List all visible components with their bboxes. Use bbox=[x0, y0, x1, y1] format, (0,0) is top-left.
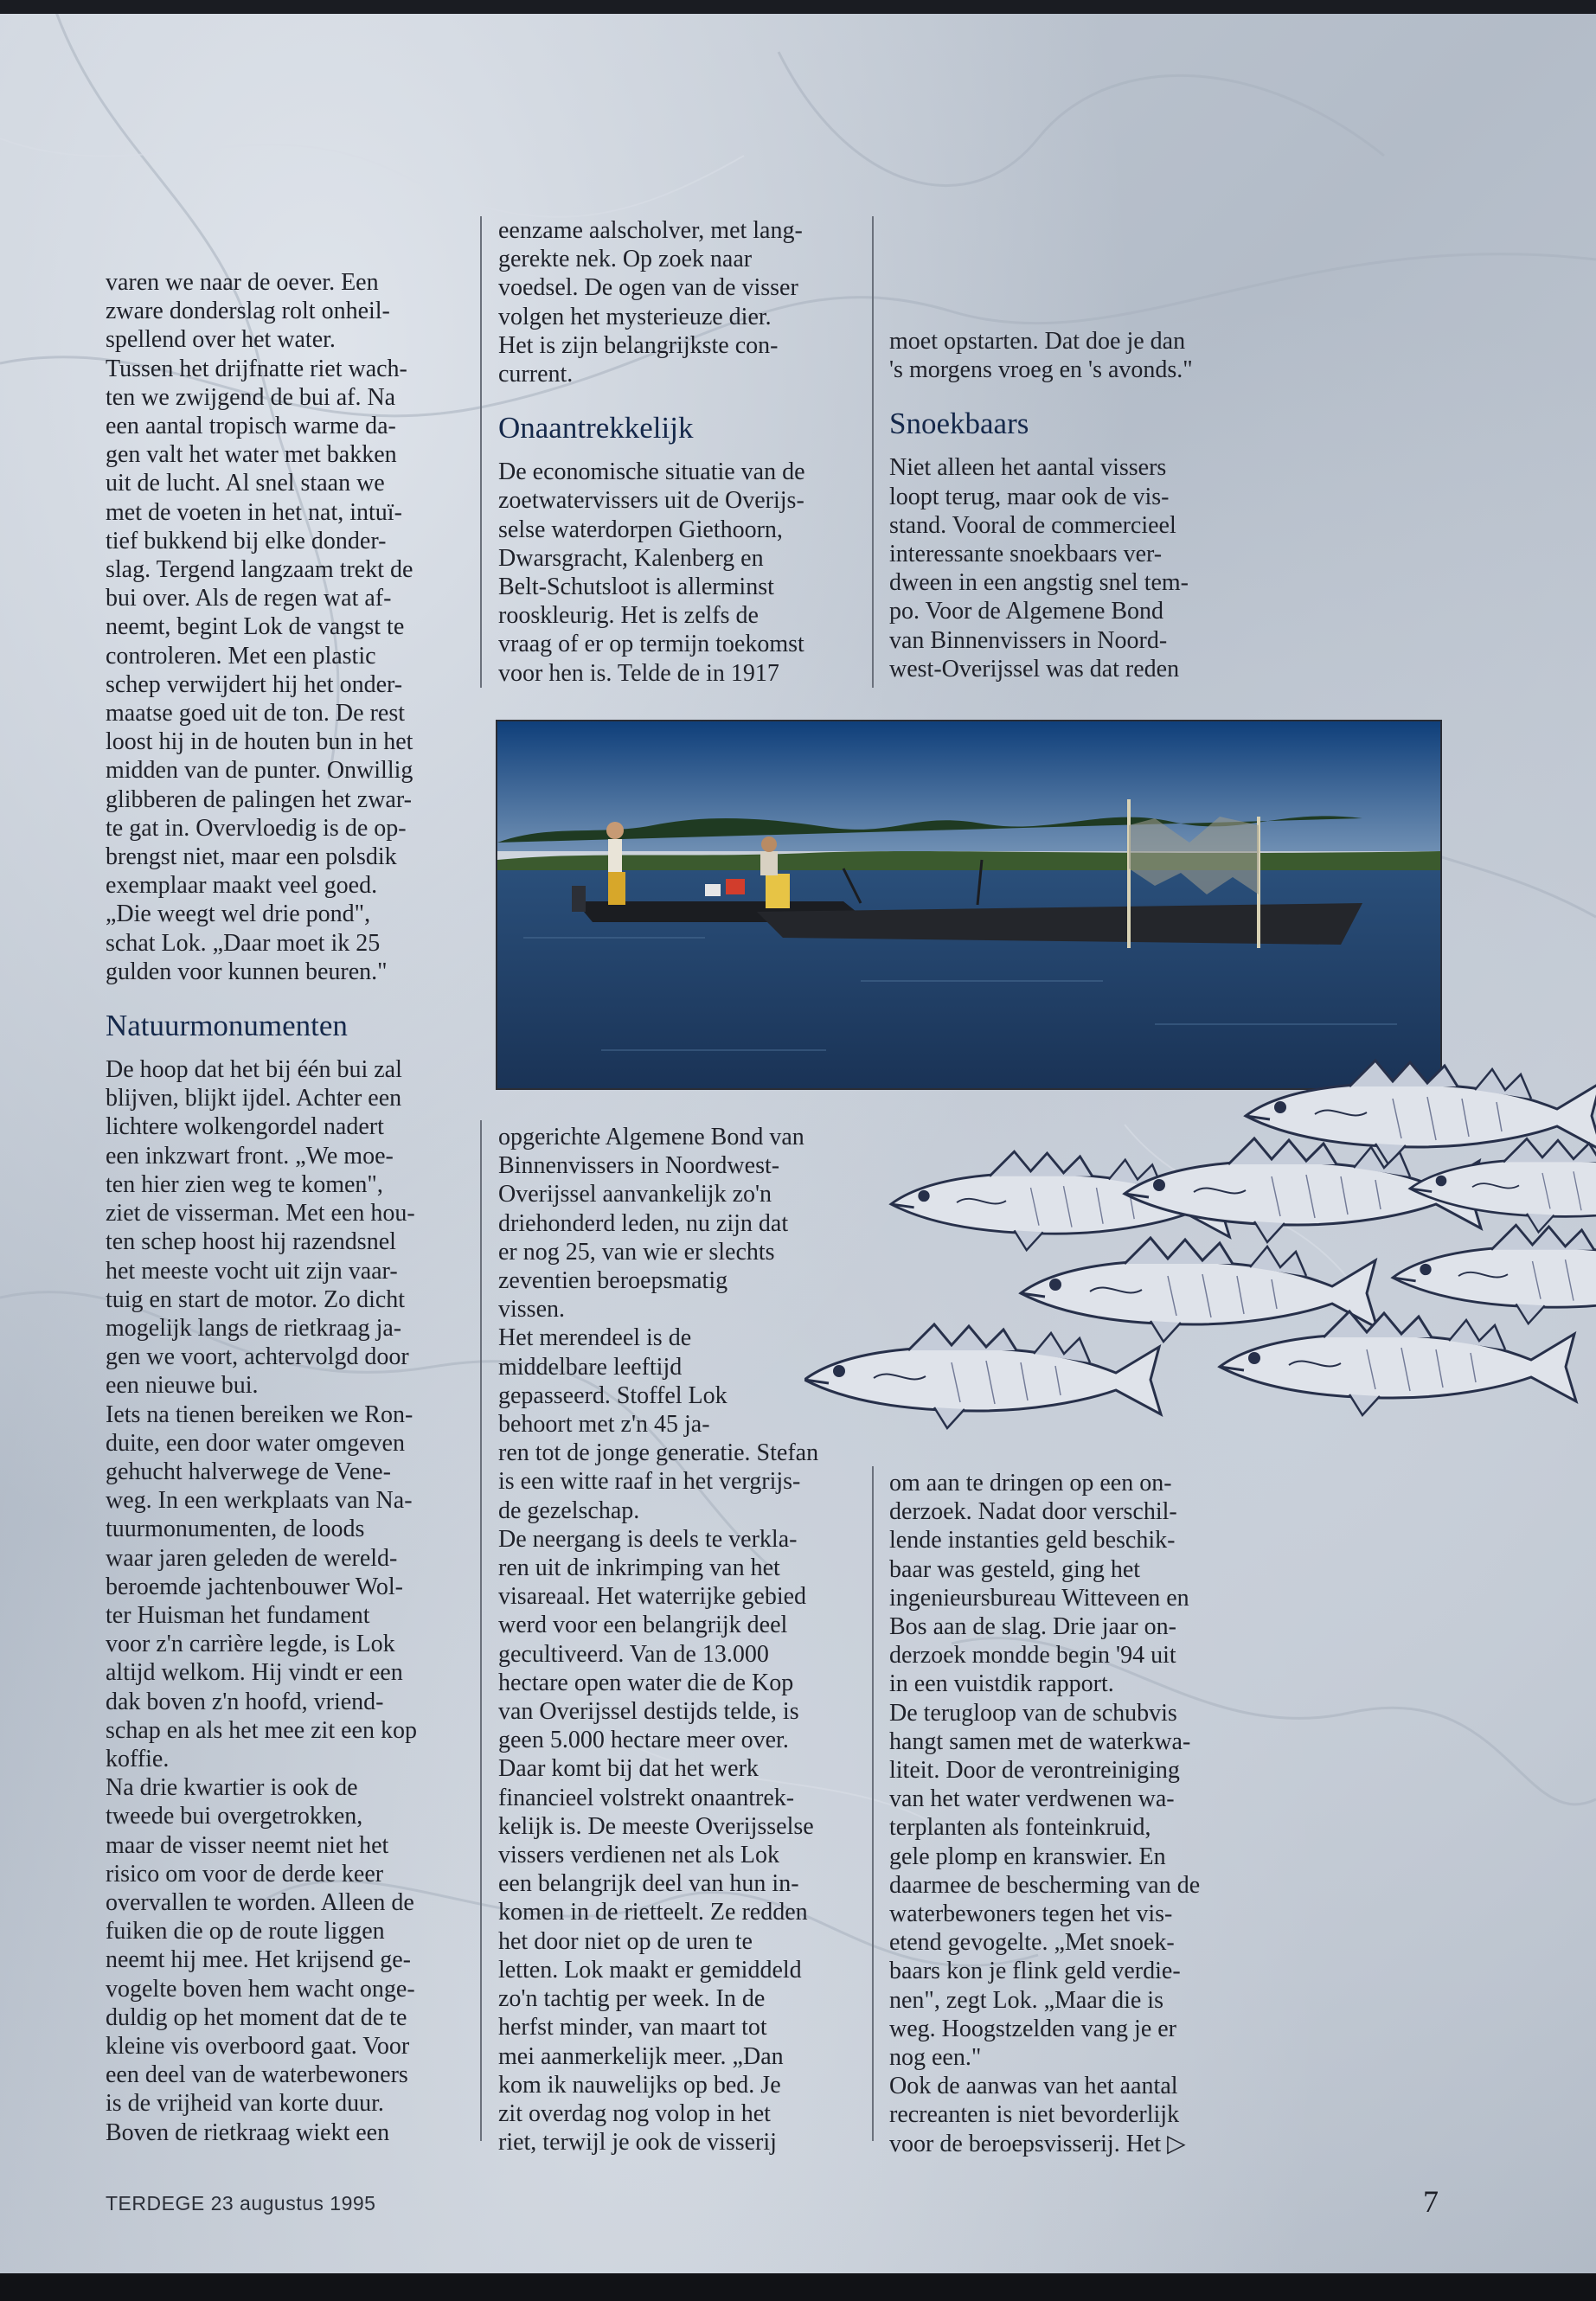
paragraph: Het merendeel is de middelbare leeftijd gepasseerd. Stoffel Lok behoort met z'n 45 ja- ren tot de jonge generatie. Stefan is een witte raaf in het vergrijs- de gezelschap. bbox=[498, 1324, 819, 1524]
paragraph: opgerichte Algemene Bond van Binnenvissers in Noordwest- Overijssel aanvankelijk zo'n driehonderd leden, nu zijn dat er nog 25, van wie er slechts zeventien beroepsmatig vissen. bbox=[498, 1124, 804, 1324]
photo-fishermen-boats bbox=[496, 720, 1442, 1090]
bottom-rule bbox=[0, 2273, 1596, 2301]
section-heading-onaantrekkelijk: Onaantrekkelijk bbox=[498, 411, 694, 445]
column-divider bbox=[480, 216, 482, 688]
continue-arrow-icon: ▷ bbox=[1161, 2130, 1186, 2157]
paragraph: De hoop dat het bij één bui zal blijven, blijkt ijdel. Achter een lichtere wolkengordel nadert een inkzwart front. „We moe- ten hier zien weg te komen", ziet de visserman. Met een hou- ten schep hoost hij razendsnel het meeste vocht uit zijn vaar- tuig en start de motor. Zo dicht mogelijk langs de rietkraag ja- gen we voort, achtervolgd door een nieuwe bui. bbox=[106, 1056, 415, 1400]
article-column-1 bbox=[106, 268, 478, 2147]
section-heading-snoekbaars: Snoekbaars bbox=[889, 407, 1029, 441]
column-divider bbox=[480, 1120, 482, 2141]
paragraph: Na drie kwartier is ook de tweede bui overgetrokken, maar de visser neemt niet het risico om voor de derde keer overvallen te worden. Alleen de fuiken die op de route liggen neemt hij mee. Het krijsend ge- vogelte boven hem wacht onge- duldig op het moment dat de te kleine vis overboord gaat. Voor een deel van de waterbewoners is de vrijheid van korte duur. Boven de rietkraag wiekt een bbox=[106, 1774, 415, 2146]
paragraph: varen we naar de oever. Een zware donderslag rolt onheil- spellend over het water. Tussen het drijfnatte riet wach- ten we zwijgend de bui af. Na een aantal tropisch warme da- gen valt het water met bakken uit de lucht. Al snel staan we met de voeten in het nat, intuï- tief bukkend bij elke donder- slag. Tergend langzaam trekt de bui over. Als de regen wat af- neemt, begint Lok de vangst te controleren. Met een plastic schep verwijdert hij het onder- maatse goed uit de ton. De rest loost hij in de houten bun in het midden van de punter. Onwillig glibberen de palingen het zwar- te gat in. Overvloedig is de op- brengst niet, maar een polsdik exemplaar maakt veel goed. „Die weegt wel drie pond", schat Lok. „Daar moet ik 25 gulden voor kunnen beuren." bbox=[106, 269, 413, 985]
page-number: 7 bbox=[1423, 2184, 1439, 2219]
paragraph: om aan te dringen op een on- derzoek. Nadat door verschil- lende instanties geld beschik- baar was gesteld, ging het ingenieursbureau Witteveen en Bos aan de slag. Drie jaar on- derzoek mondde begin '94 uit in een vuistdik rapport. bbox=[889, 1470, 1189, 1698]
paragraph-text: Ook de aanwas van het aantal recreanten is niet bevorderlijk voor de beroepsvisserij. Het bbox=[889, 2073, 1180, 2157]
paragraph bbox=[889, 2072, 1261, 2158]
column-divider bbox=[872, 1466, 874, 2141]
paragraph: moet opstarten. Dat doe je dan 's morgens vroeg en 's avonds." bbox=[889, 328, 1193, 384]
column-divider bbox=[872, 216, 874, 688]
section-heading-natuurmonumenten: Natuurmonumenten bbox=[106, 1009, 348, 1043]
paragraph: Niet alleen het aantal vissers loopt terug, maar ook de vis- stand. Vooral de commercieel interessante snoekbaars ver- dween in een angstig snel tem- po. Voor de Algemene Bond van Binnenvissers in Noord- west-Overijssel was dat reden bbox=[889, 454, 1189, 683]
paragraph: De terugloop van de schubvis hangt samen met de waterkwa- liteit. Door de verontreiniging van het water verdwenen wa- terplanten als fonteinkruid, gele plomp en kranswier. En daarmee de bescherming van de waterbewoners tegen het vis- etend gevogelte. „Met snoek- baars kon je flink geld verdie- nen", zegt Lok. „Maar die is weg. Hoogstzelden vang je er nog een." bbox=[889, 1699, 1201, 2072]
article-column-2-top bbox=[498, 216, 862, 688]
paragraph: De economische situatie van de zoetwatervissers uit de Overijs- selse waterdorpen Giethoorn, Dwarsgracht, Kalenberg en Belt-Schutsloot is allerminst rooskleurig. Het is zelfs de vraag of er op termijn toekomst voor hen is. Telde de in 1917 bbox=[498, 458, 805, 687]
paragraph: eenzame aalscholver, met lang- gerekte nek. Op zoek naar voedsel. De ogen van de visser volgen het mysterieuze dier. Het is zijn belangrijkste con- current. bbox=[498, 217, 803, 388]
publication-footer: TERDEGE 23 augustus 1995 bbox=[106, 2192, 376, 2214]
article-column-3-top bbox=[889, 327, 1261, 683]
article-column-3-bottom bbox=[889, 1469, 1261, 2158]
snoekbaars-illustration bbox=[804, 1055, 1596, 1479]
top-rule bbox=[0, 0, 1596, 14]
paragraph: Iets na tienen bereiken we Ron- duite, een door water omgeven gehucht halverwege de Vene- weg. In een werkplaats van Na- tuurmonumenten, de loods waar jaren geleden de wereld- beroemde jachtenbouwer Wol- ter Huisman het fundament voor z'n carrière legde, is Lok altijd welkom. Hij vindt er een dak boven z'n hoofd, vriend- schap en als het mee zit een kop koffie. bbox=[106, 1400, 417, 1772]
paragraph: De neergang is deels te verkla- ren uit de inkrimping van het visareaal. Het waterrijke gebied werd voor een belangrijk deel gecultiveerd. Van de 13.000 hectare open water die de Kop van Overijssel destijds telde, is geen 5.000 hectare meer over. Daar komt bij dat het werk financieel volstrekt onaantrek- kelijk is. De meeste Overijsselse vissers verdienen net als Lok een belangrijk deel van hun in- komen in de rietteelt. Ze redden het door niet op de uren te letten. Lok maakt er gemiddeld zo'n tachtig per week. In de herfst minder, van maart tot mei aanmerkelijk meer. „Dan kom ik nauwelijks op bed. Je zit overdag nog volop in het riet, terwijl je ook de visserij bbox=[498, 1525, 814, 2157]
